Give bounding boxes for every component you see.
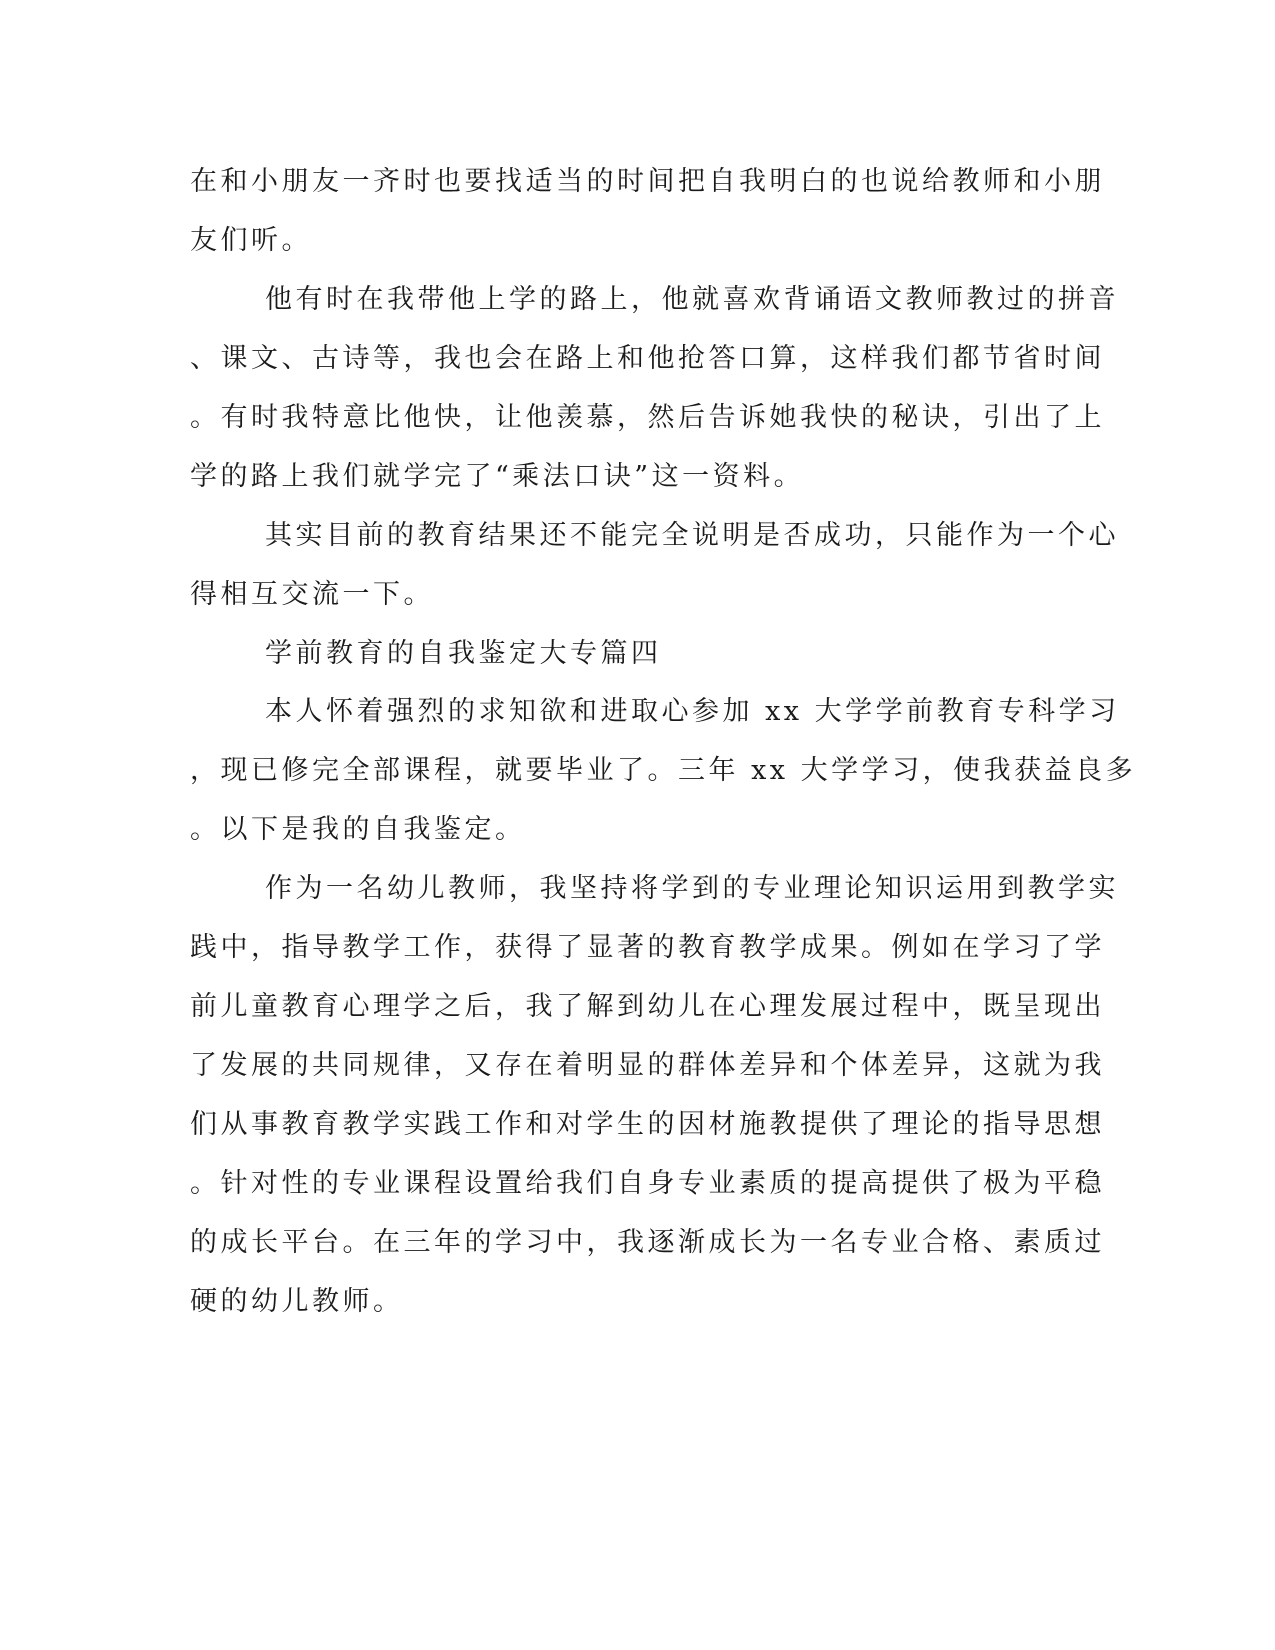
paragraph-line: ，现已修完全部课程，就要毕业了。三年 xx 大学学习，使我获益良多 (190, 755, 1137, 786)
paragraph-line: 。有时我特意比他快，让他羡慕，然后告诉她我快的秘诀，引出了上 (190, 402, 1105, 433)
paragraph-line: 作为一名幼儿教师，我坚持将学到的专业理论知识运用到教学实 (265, 873, 1119, 904)
paragraph-line: 的成长平台。在三年的学习中，我逐渐成长为一名专业合格、素质过 (190, 1227, 1105, 1258)
paragraph-line: 。以下是我的自我鉴定。 (190, 814, 526, 845)
paragraph-line: 本人怀着强烈的求知欲和进取心参加 xx 大学学前教育专科学习 (265, 696, 1120, 727)
paragraph-line: 、课文、古诗等，我也会在路上和他抢答口算，这样我们都节省时间 (190, 343, 1105, 374)
section-heading: 学前教育的自我鉴定大专篇四 (265, 638, 662, 669)
paragraph-line: 友们听。 (190, 225, 312, 256)
paragraph-line: 学的路上我们就学完了“乘法口诀”这一资料。 (190, 461, 805, 492)
paragraph-line: 了发展的共同规律，又存在着明显的群体差异和个体差异，这就为我 (190, 1050, 1105, 1081)
paragraph-line: 硬的幼儿教师。 (190, 1286, 404, 1317)
paragraph-line: 在和小朋友一齐时也要找适当的时间把自我明白的也说给教师和小朋 (190, 166, 1105, 197)
paragraph-line: 们从事教育教学实践工作和对学生的因材施教提供了理论的指导思想 (190, 1109, 1105, 1140)
paragraph-line: 践中，指导教学工作，获得了显著的教育教学成果。例如在学习了学 (190, 932, 1105, 963)
paragraph-line: 其实目前的教育结果还不能完全说明是否成功，只能作为一个心 (265, 520, 1119, 551)
paragraph-line: 得相互交流一下。 (190, 579, 434, 610)
paragraph-line: 。针对性的专业课程设置给我们自身专业素质的提高提供了极为平稳 (190, 1168, 1105, 1199)
paragraph-line: 他有时在我带他上学的路上，他就喜欢背诵语文教师教过的拼音 (265, 284, 1119, 315)
paragraph-line: 前儿童教育心理学之后，我了解到幼儿在心理发展过程中，既呈现出 (190, 991, 1105, 1022)
